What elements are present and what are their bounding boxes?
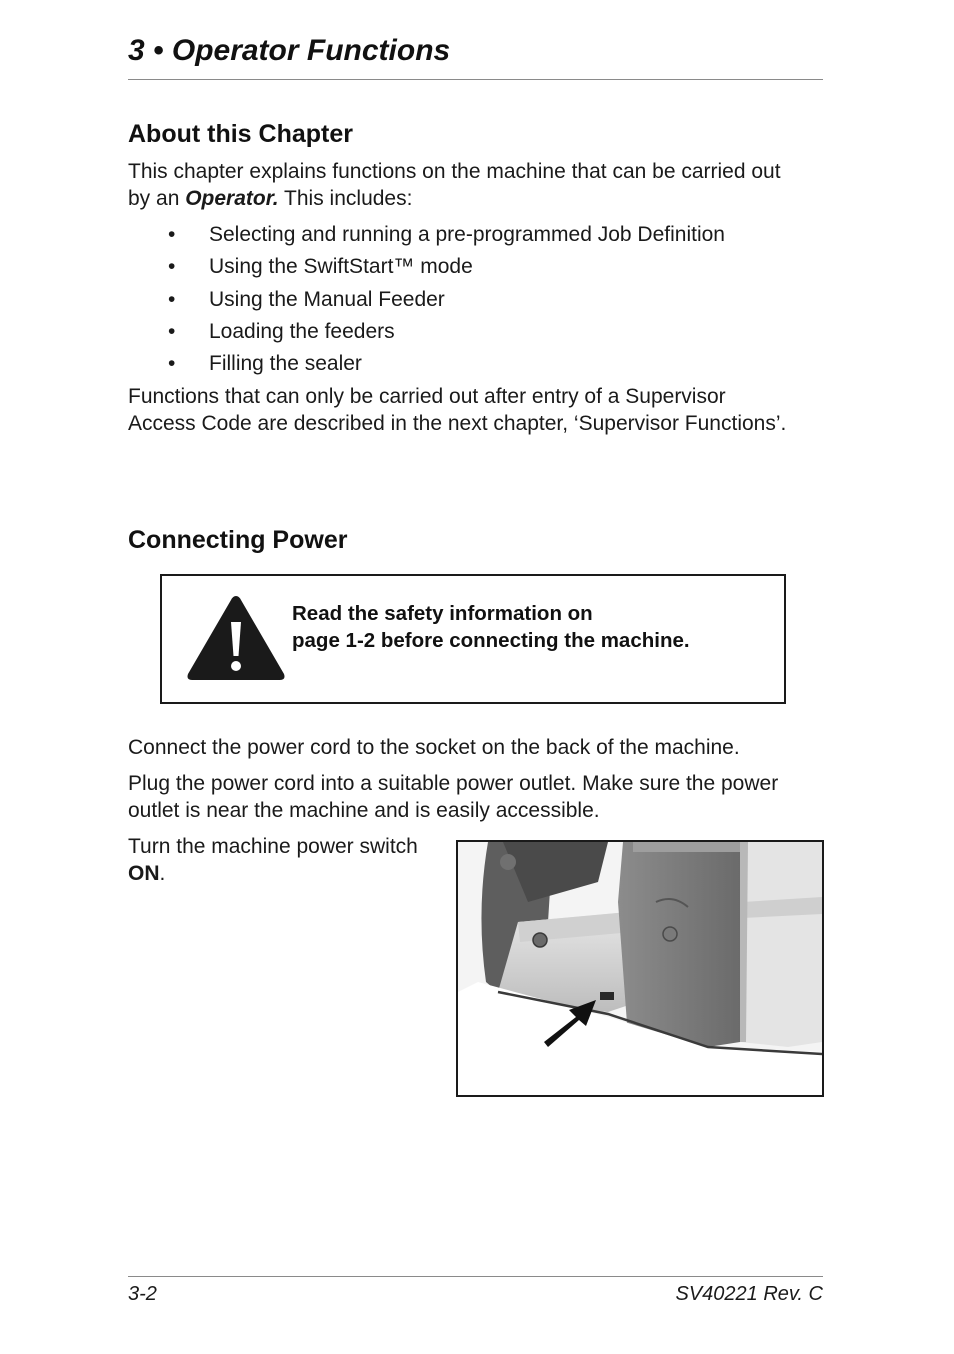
about-intro — [128, 158, 808, 212]
power-switch-instruction — [128, 833, 448, 887]
connecting-power-heading: Connecting Power — [128, 526, 348, 554]
switch-on-label: ON — [128, 862, 160, 885]
footer-divider — [128, 1276, 823, 1277]
about-heading: About this Chapter — [128, 120, 353, 148]
intro-bold: Operator. — [185, 187, 279, 210]
intro-text-2: This includes: — [278, 187, 413, 210]
page-number: 3-2 — [128, 1283, 157, 1305]
document-reference: SV40221 Rev. C — [675, 1283, 823, 1305]
machine-power-switch-photo — [456, 840, 824, 1097]
machine-illustration — [458, 842, 822, 1095]
switch-text: Turn the machine power switch — [128, 835, 418, 858]
about-outro: Functions that can only be carried out after entry of a Supervisor Access Code are described in the next chapter, ‘Supervisor Functions’. — [128, 385, 787, 435]
bullet-icon: • — [168, 352, 176, 376]
power-para-1: Connect the power cord to the socket on the back of the machine. — [128, 736, 740, 759]
bullet-icon: • — [168, 255, 176, 279]
chapter-title: 3 • Operator Functions — [128, 34, 451, 67]
bullet-icon: • — [168, 223, 176, 246]
warning-line-2: page 1-2 before connecting the machine. — [292, 629, 690, 652]
warning-line-1: Read the safety information on — [292, 602, 593, 625]
warning-icon — [184, 592, 288, 684]
bullet-icon: • — [168, 319, 176, 343]
header-divider — [128, 79, 823, 80]
safety-warning-box — [160, 574, 786, 704]
power-para-2: Plug the power cord into a suitable power outlet. Make sure the power outlet is near the machine and is easily accessible. — [128, 772, 779, 822]
switch-end: . — [159, 862, 166, 885]
safety-warning-text — [292, 600, 690, 654]
bullet-icon: • — [168, 287, 176, 311]
intro-text-1: This chapter explains functions on the machine that can be carried out by an — [128, 160, 781, 210]
